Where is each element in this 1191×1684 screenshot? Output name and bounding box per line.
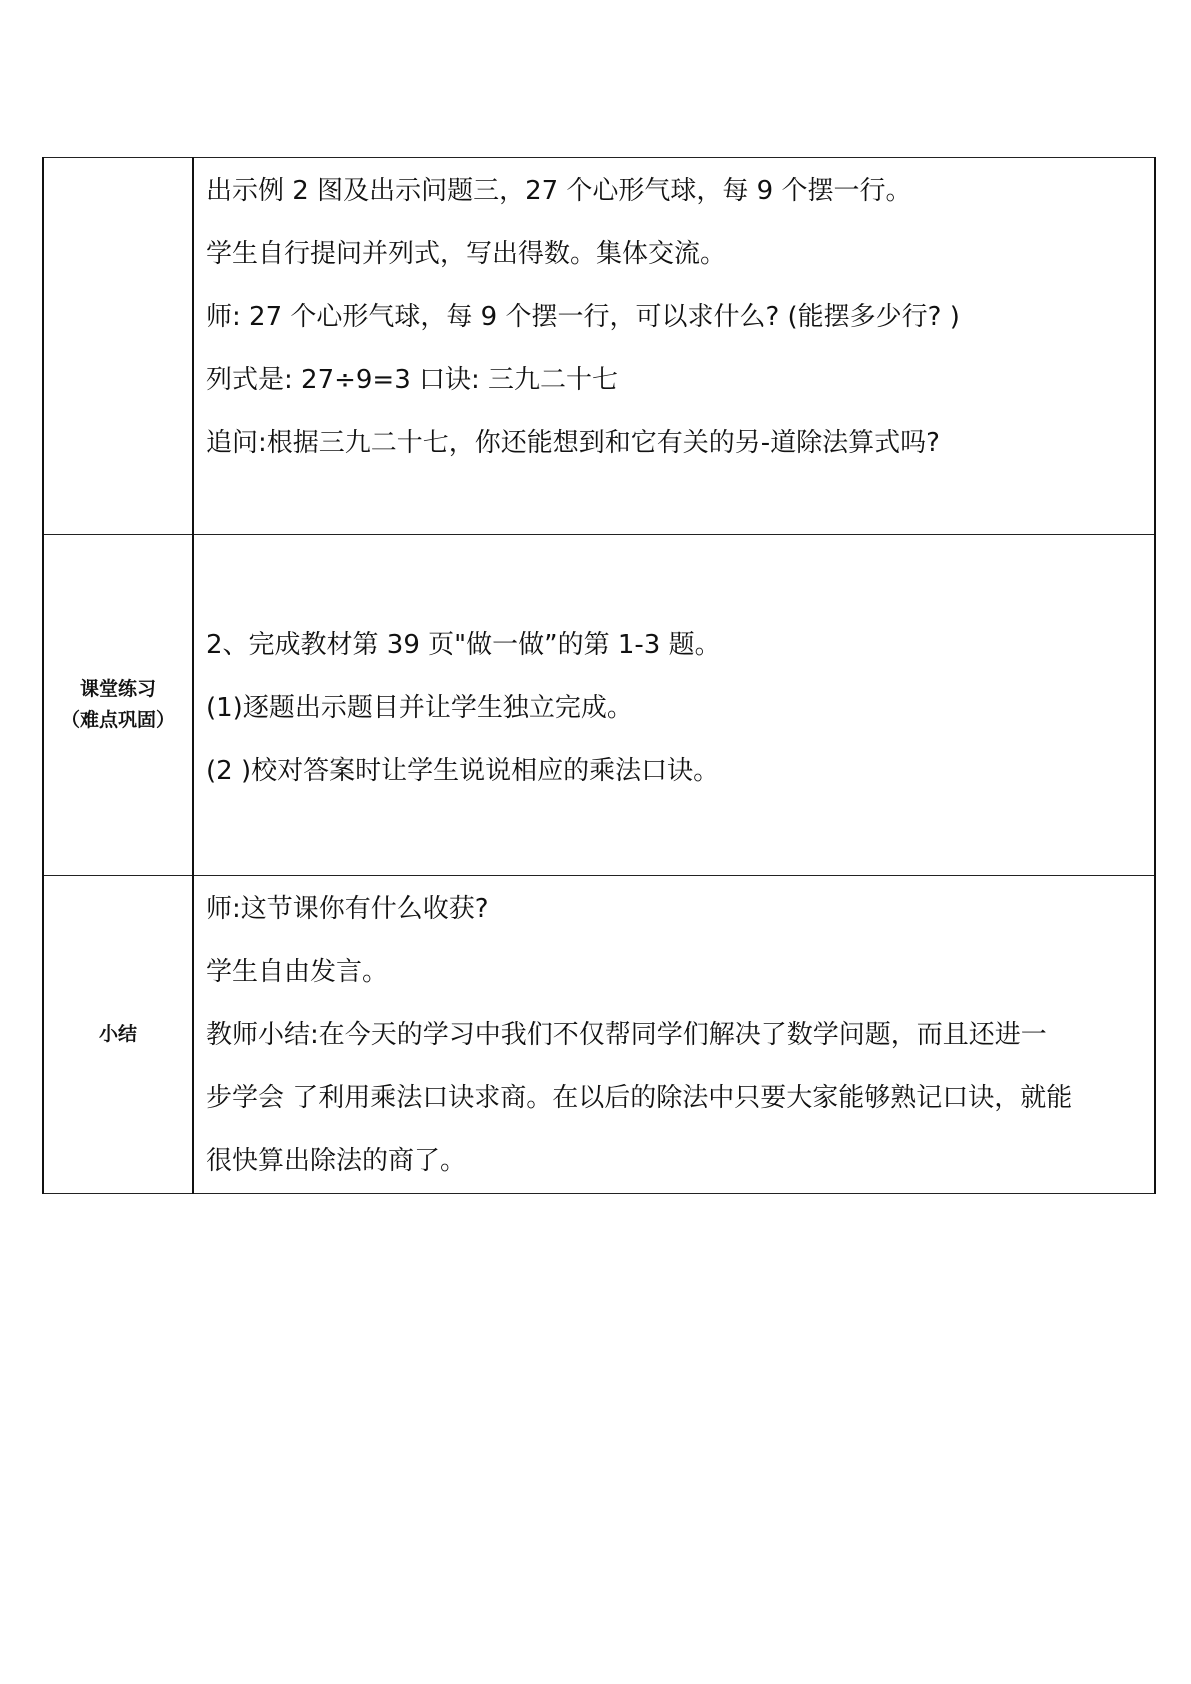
section-content-cell [193, 158, 1155, 535]
content-line: 列式是: 27÷9=3 口诀: 三九二十七 [206, 365, 619, 395]
content-line: 追问:根据三九二十七，你还能想到和它有关的另-道除法算式吗? [206, 428, 940, 458]
content-line: 出示例 2 图及出示问题三，27 个心形气球，每 9 个摆一行。 [206, 176, 912, 206]
content-line: 2、完成教材第 39 页"做一做”的第 1-3 题。 [206, 629, 721, 660]
section-label: 小结 [98, 1023, 137, 1045]
section-label: 课堂练习 [79, 678, 156, 700]
table-row-practice [43, 535, 1155, 876]
section-content-cell [193, 876, 1155, 1194]
content-line: 学生自行提问并列式，写出得数。集体交流。 [206, 239, 727, 269]
section-label-sub: （难点巩固） [60, 709, 175, 731]
content-line: (2 )校对答案时让学生说说相应的乘法口诀。 [206, 755, 720, 786]
content-line: 教师小结:在今天的学习中我们不仅帮同学们解决了数学问题，而且还进一 [206, 1020, 1047, 1050]
section-label-cell [43, 876, 193, 1194]
section-label-cell [43, 535, 193, 876]
table-row-summary [43, 876, 1155, 1194]
lesson-plan-table [42, 157, 1156, 1194]
content-line: 步学会 了利用乘法口诀求商。在以后的除法中只要大家能够熟记口诀，就能 [206, 1083, 1073, 1113]
content-line: 学生自由发言。 [206, 957, 389, 987]
content-line: 师: 27 个心形气球，每 9 个摆一行，可以求什么? (能摆多少行? ) [206, 302, 960, 332]
content-line: 很快算出除法的商了。 [206, 1146, 467, 1176]
content-line: 师:这节课你有什么收获? [206, 894, 489, 924]
table-row-activity [43, 158, 1155, 535]
section-content-cell [193, 535, 1155, 876]
section-label-cell [43, 158, 193, 535]
content-line: (1)逐题出示题目并让学生独立完成。 [206, 692, 633, 723]
